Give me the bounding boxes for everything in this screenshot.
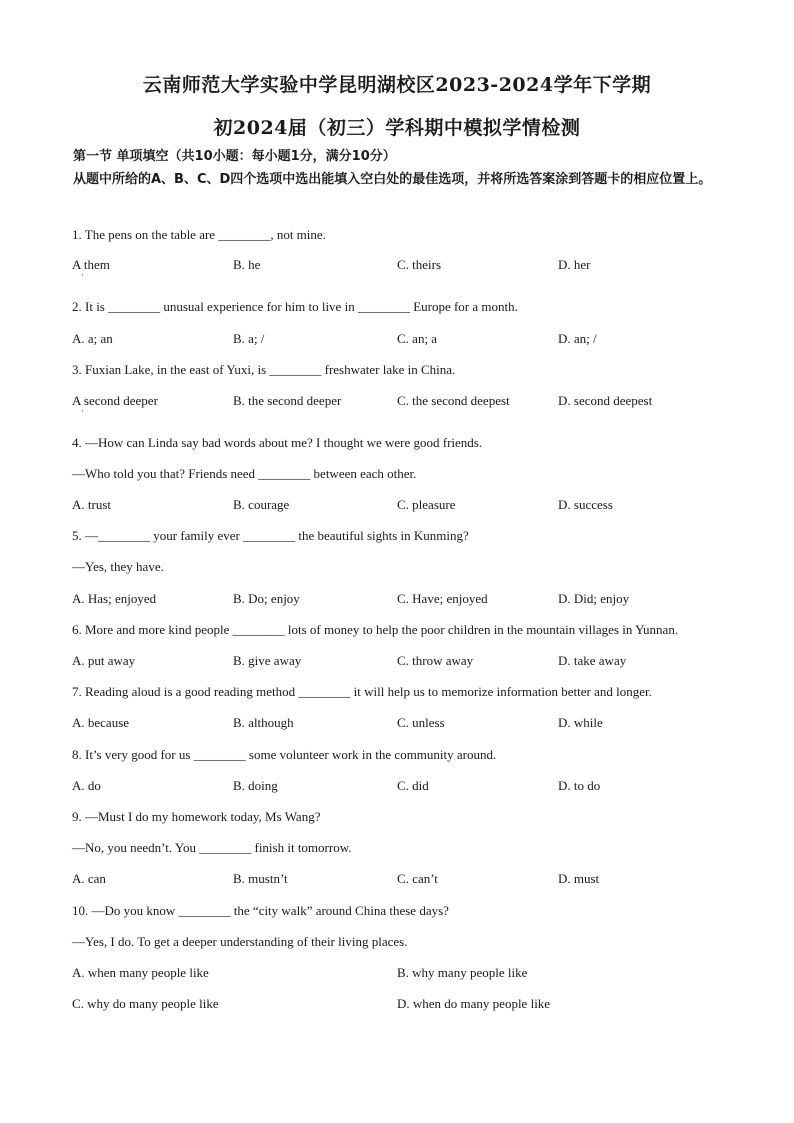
question-2-stem: 2. It is ________ unusual experience for him to live in ________ Europe for a month.	[72, 299, 518, 314]
question-2-option-b: B. a; /	[233, 331, 265, 346]
question-2-option-d: D. an; /	[558, 331, 597, 346]
question-7-option-d: D. while	[558, 715, 603, 730]
question-5-option-c: C. Have; enjoyed	[397, 591, 488, 606]
question-4-option-d: D. success	[558, 497, 613, 512]
question-9-option-b: B. mustn’t	[233, 871, 288, 886]
question-10-stem-reply: —Yes, I do. To get a deeper understanding of their living places.	[72, 934, 408, 949]
question-10-stem: 10. —Do you know ________ the “city walk” around China these days?	[72, 903, 449, 918]
question-3-option-a: A second deeper	[72, 393, 158, 408]
question-5-option-b: B. Do; enjoy	[233, 591, 300, 606]
question-9-option-c: C. can’t	[397, 871, 438, 886]
question-3-option-d: D. second deepest	[558, 393, 653, 408]
question-5-stem: 5. —________ your family ever ________ the beautiful sights in Kunming?	[72, 528, 469, 543]
question-8-option-b: B. doing	[233, 778, 278, 793]
question-5-stem-reply: —Yes, they have.	[72, 559, 164, 574]
question-3-option-c: C. the second deepest	[397, 393, 510, 408]
question-1-option-d: D. her	[558, 257, 591, 272]
question-6-option-d: D. take away	[558, 653, 627, 668]
question-9-option-d: D. must	[558, 871, 600, 886]
exam-title-line2: 初2024届（初三）学科期中模拟学情检测	[213, 117, 581, 139]
question-6-option-a: A. put away	[72, 653, 136, 668]
question-10-option-d: D. when do many people like	[397, 996, 551, 1011]
question-5-option-d: D. Did; enjoy	[558, 591, 630, 606]
question-4-option-c: C. pleasure	[397, 497, 456, 512]
question-1-stem: 1. The pens on the table are ________, not mine.	[72, 227, 326, 242]
question-2-option-c: C. an; a	[397, 331, 438, 346]
question-6-stem: 6. More and more kind people ________ lots of money to help the poor children in the mountain villages in Yunnan.	[72, 622, 679, 637]
question-2-option-a: A. a; an	[72, 331, 113, 346]
question-9-stem-reply: —No, you needn’t. You ________ finish it tomorrow.	[72, 840, 352, 855]
question-8-option-d: D. to do	[558, 778, 601, 793]
question-1-option-a: A them	[72, 257, 110, 272]
question-4-stem: 4. —How can Linda say bad words about me? I thought we were good friends.	[72, 435, 483, 450]
question-4-option-a: A. trust	[72, 497, 111, 512]
question-4-stem-reply: —Who told you that? Friends need ________ between each other.	[72, 466, 417, 481]
question-10-option-a: A. when many people like	[72, 965, 209, 980]
question-9-option-a: A. can	[72, 871, 106, 886]
question-6-option-c: C. throw away	[397, 653, 474, 668]
question-7-option-a: A. because	[72, 715, 130, 730]
exam-title-line1: 云南师范大学实验中学昆明湖校区2023-2024学年下学期	[142, 74, 652, 96]
question-8-option-a: A. do	[72, 778, 101, 793]
section-instruction: 从题中所给的A、B、C、D四个选项中选出能填入空白处的最佳选项，并将所选答案涂到答题卡的相应位置上。	[73, 172, 712, 187]
question-8-option-c: C. did	[397, 778, 429, 793]
question-1-option-c: C. theirs	[397, 257, 442, 272]
question-10-option-b: B. why many people like	[397, 965, 528, 980]
emphasis-dot: ·	[81, 270, 84, 280]
section-heading: 第一节 单项填空（共10小题：每小题1分，满分10分）	[73, 149, 396, 164]
question-4-option-b: B. courage	[233, 497, 290, 512]
question-3-stem: 3. Fuxian Lake, in the east of Yuxi, is ________ freshwater lake in China.	[72, 362, 456, 377]
question-3-option-b: B. the second deeper	[233, 393, 342, 408]
question-5-option-a: A. Has; enjoyed	[72, 591, 157, 606]
question-7-option-c: C. unless	[397, 715, 445, 730]
question-7-stem: 7. Reading aloud is a good reading method ________ it will help us to memorize information better and longer.	[72, 684, 652, 699]
question-9-stem: 9. —Must I do my homework today, Ms Wang?	[72, 809, 321, 824]
emphasis-dot: ·	[81, 406, 84, 416]
question-1-option-b: B. he	[233, 257, 261, 272]
question-10-option-c: C. why do many people like	[72, 996, 219, 1011]
question-6-option-b: B. give away	[233, 653, 302, 668]
question-7-option-b: B. although	[233, 715, 294, 730]
question-8-stem: 8. It’s very good for us ________ some volunteer work in the community around.	[72, 747, 497, 762]
